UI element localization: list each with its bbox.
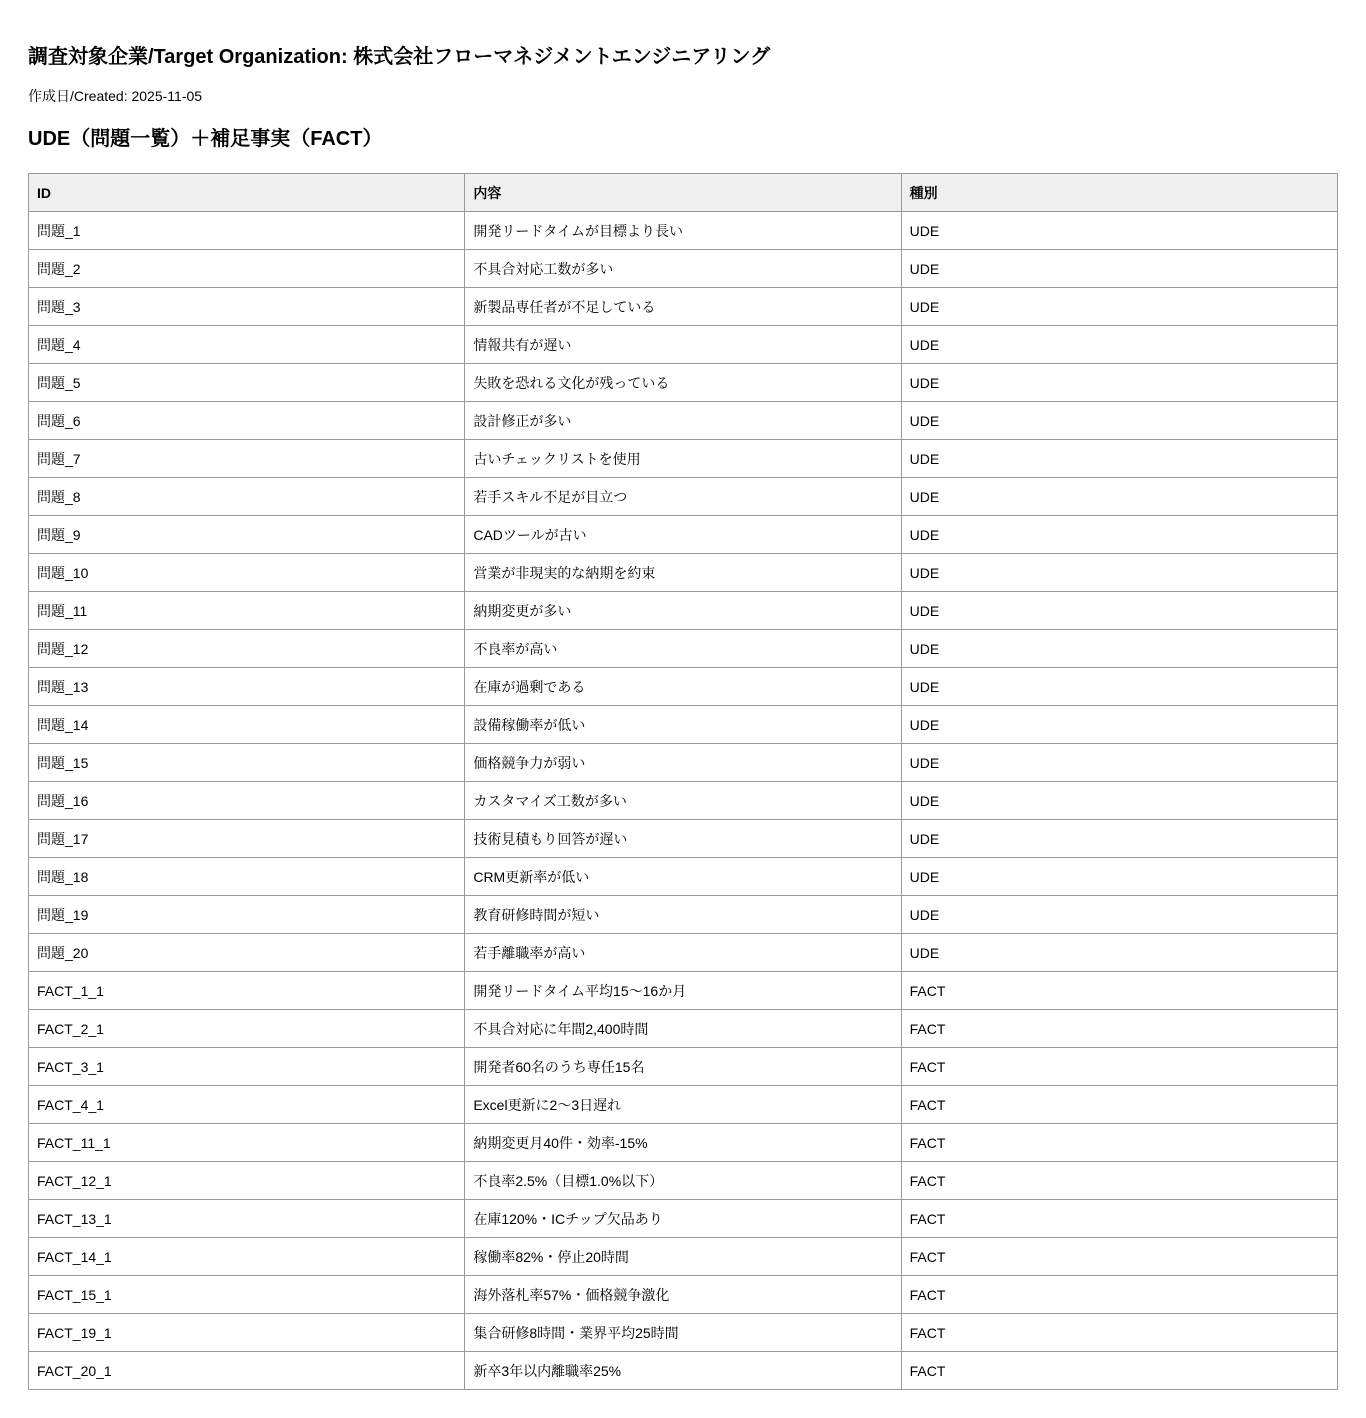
cell-content: 設備稼働率が低い bbox=[465, 706, 901, 744]
cell-content: Excel更新に2〜3日遅れ bbox=[465, 1086, 901, 1124]
cell-content: 不具合対応工数が多い bbox=[465, 250, 901, 288]
cell-type: UDE bbox=[901, 516, 1337, 554]
cell-id: 問題_8 bbox=[29, 478, 465, 516]
table-row bbox=[29, 896, 1338, 934]
cell-id: FACT_13_1 bbox=[29, 1200, 465, 1238]
table-row bbox=[29, 668, 1338, 706]
cell-id: FACT_11_1 bbox=[29, 1124, 465, 1162]
cell-content: 新製品専任者が不足している bbox=[465, 288, 901, 326]
cell-type: UDE bbox=[901, 554, 1337, 592]
cell-type: UDE bbox=[901, 630, 1337, 668]
cell-type: UDE bbox=[901, 706, 1337, 744]
table-row bbox=[29, 592, 1338, 630]
table-row bbox=[29, 782, 1338, 820]
cell-type: UDE bbox=[901, 744, 1337, 782]
cell-type: FACT bbox=[901, 1238, 1337, 1276]
table-row bbox=[29, 212, 1338, 250]
cell-type: UDE bbox=[901, 212, 1337, 250]
cell-content: 価格競争力が弱い bbox=[465, 744, 901, 782]
cell-id: 問題_7 bbox=[29, 440, 465, 478]
cell-type: UDE bbox=[901, 326, 1337, 364]
table-row bbox=[29, 934, 1338, 972]
cell-content: 在庫が過剰である bbox=[465, 668, 901, 706]
cell-content: 失敗を恐れる文化が残っている bbox=[465, 364, 901, 402]
cell-type: UDE bbox=[901, 858, 1337, 896]
table-row bbox=[29, 706, 1338, 744]
cell-content: 不良率が高い bbox=[465, 630, 901, 668]
cell-type: FACT bbox=[901, 1352, 1337, 1390]
cell-id: FACT_4_1 bbox=[29, 1086, 465, 1124]
table-row bbox=[29, 516, 1338, 554]
cell-id: FACT_15_1 bbox=[29, 1276, 465, 1314]
table-row bbox=[29, 478, 1338, 516]
cell-content: 教育研修時間が短い bbox=[465, 896, 901, 934]
cell-id: 問題_2 bbox=[29, 250, 465, 288]
table-row bbox=[29, 1048, 1338, 1086]
cell-type: FACT bbox=[901, 1086, 1337, 1124]
table-row bbox=[29, 1010, 1338, 1048]
table-row bbox=[29, 250, 1338, 288]
cell-type: FACT bbox=[901, 1162, 1337, 1200]
cell-content: 集合研修8時間・業界平均25時間 bbox=[465, 1314, 901, 1352]
created-date: 作成日/Created: 2025-11-05 bbox=[28, 88, 203, 104]
cell-id: 問題_5 bbox=[29, 364, 465, 402]
cell-id: 問題_18 bbox=[29, 858, 465, 896]
cell-content: CRM更新率が低い bbox=[465, 858, 901, 896]
cell-type: UDE bbox=[901, 782, 1337, 820]
cell-content: 稼働率82%・停止20時間 bbox=[465, 1238, 901, 1276]
table-body bbox=[29, 212, 1338, 1390]
table-row bbox=[29, 820, 1338, 858]
cell-id: FACT_14_1 bbox=[29, 1238, 465, 1276]
cell-content: 技術見積もり回答が遅い bbox=[465, 820, 901, 858]
cell-id: FACT_2_1 bbox=[29, 1010, 465, 1048]
cell-id: 問題_15 bbox=[29, 744, 465, 782]
table-row bbox=[29, 1086, 1338, 1124]
cell-id: 問題_11 bbox=[29, 592, 465, 630]
cell-type: UDE bbox=[901, 440, 1337, 478]
cell-content: 新卒3年以内離職率25% bbox=[465, 1352, 901, 1390]
cell-content: 開発者60名のうち専任15名 bbox=[465, 1048, 901, 1086]
table-row bbox=[29, 1352, 1338, 1390]
cell-type: UDE bbox=[901, 402, 1337, 440]
organization-title: 調査対象企業/Target Organization: 株式会社フローマネジメントエンジニアリング bbox=[28, 46, 771, 68]
cell-content: 納期変更月40件・効率-15% bbox=[465, 1124, 901, 1162]
table-row bbox=[29, 1124, 1338, 1162]
cell-type: FACT bbox=[901, 1048, 1337, 1086]
cell-content: 不良率2.5%（目標1.0%以下） bbox=[465, 1162, 901, 1200]
cell-content: 海外落札率57%・価格競争激化 bbox=[465, 1276, 901, 1314]
table-row bbox=[29, 1162, 1338, 1200]
table-row bbox=[29, 288, 1338, 326]
cell-content: 若手離職率が高い bbox=[465, 934, 901, 972]
cell-content: 営業が非現実的な納期を約束 bbox=[465, 554, 901, 592]
cell-type: UDE bbox=[901, 288, 1337, 326]
cell-type: FACT bbox=[901, 972, 1337, 1010]
cell-content: 古いチェックリストを使用 bbox=[465, 440, 901, 478]
cell-content: カスタマイズ工数が多い bbox=[465, 782, 901, 820]
cell-content: 在庫120%・ICチップ欠品あり bbox=[465, 1200, 901, 1238]
cell-id: 問題_3 bbox=[29, 288, 465, 326]
table-row bbox=[29, 1314, 1338, 1352]
table-row bbox=[29, 1200, 1338, 1238]
cell-id: FACT_12_1 bbox=[29, 1162, 465, 1200]
cell-content: 若手スキル不足が目立つ bbox=[465, 478, 901, 516]
cell-type: FACT bbox=[901, 1010, 1337, 1048]
cell-content: CADツールが古い bbox=[465, 516, 901, 554]
cell-type: UDE bbox=[901, 478, 1337, 516]
table-row bbox=[29, 1238, 1338, 1276]
cell-id: FACT_1_1 bbox=[29, 972, 465, 1010]
cell-id: 問題_1 bbox=[29, 212, 465, 250]
ude-fact-table bbox=[28, 173, 1338, 1390]
cell-content: 開発リードタイム平均15〜16か月 bbox=[465, 972, 901, 1010]
cell-id: 問題_14 bbox=[29, 706, 465, 744]
section-title: UDE（問題一覧）＋補足事実（FACT） bbox=[28, 128, 383, 150]
cell-type: UDE bbox=[901, 668, 1337, 706]
table-row bbox=[29, 1276, 1338, 1314]
table-row bbox=[29, 744, 1338, 782]
cell-type: UDE bbox=[901, 896, 1337, 934]
cell-content: 不具合対応に年間2,400時間 bbox=[465, 1010, 901, 1048]
cell-id: FACT_20_1 bbox=[29, 1352, 465, 1390]
table-row bbox=[29, 554, 1338, 592]
cell-content: 設計修正が多い bbox=[465, 402, 901, 440]
cell-id: 問題_4 bbox=[29, 326, 465, 364]
cell-content: 納期変更が多い bbox=[465, 592, 901, 630]
cell-id: 問題_10 bbox=[29, 554, 465, 592]
cell-type: FACT bbox=[901, 1276, 1337, 1314]
cell-id: 問題_16 bbox=[29, 782, 465, 820]
cell-type: UDE bbox=[901, 934, 1337, 972]
column-header-content: 内容 bbox=[465, 174, 901, 212]
cell-type: UDE bbox=[901, 820, 1337, 858]
column-header-type: 種別 bbox=[901, 174, 1337, 212]
cell-type: FACT bbox=[901, 1124, 1337, 1162]
table-row bbox=[29, 364, 1338, 402]
table-row bbox=[29, 402, 1338, 440]
cell-type: UDE bbox=[901, 592, 1337, 630]
cell-id: 問題_13 bbox=[29, 668, 465, 706]
table-row bbox=[29, 326, 1338, 364]
cell-id: 問題_12 bbox=[29, 630, 465, 668]
table-row bbox=[29, 440, 1338, 478]
table-row bbox=[29, 630, 1338, 668]
cell-id: FACT_3_1 bbox=[29, 1048, 465, 1086]
table-row bbox=[29, 972, 1338, 1010]
cell-id: 問題_19 bbox=[29, 896, 465, 934]
cell-type: UDE bbox=[901, 364, 1337, 402]
cell-id: FACT_19_1 bbox=[29, 1314, 465, 1352]
cell-type: UDE bbox=[901, 250, 1337, 288]
cell-content: 開発リードタイムが目標より長い bbox=[465, 212, 901, 250]
cell-id: 問題_20 bbox=[29, 934, 465, 972]
cell-content: 情報共有が遅い bbox=[465, 326, 901, 364]
cell-type: FACT bbox=[901, 1200, 1337, 1238]
cell-id: 問題_6 bbox=[29, 402, 465, 440]
table-row bbox=[29, 858, 1338, 896]
cell-id: 問題_9 bbox=[29, 516, 465, 554]
column-header-id: ID bbox=[29, 174, 465, 212]
table-header-row bbox=[29, 174, 1338, 212]
cell-type: FACT bbox=[901, 1314, 1337, 1352]
cell-id: 問題_17 bbox=[29, 820, 465, 858]
